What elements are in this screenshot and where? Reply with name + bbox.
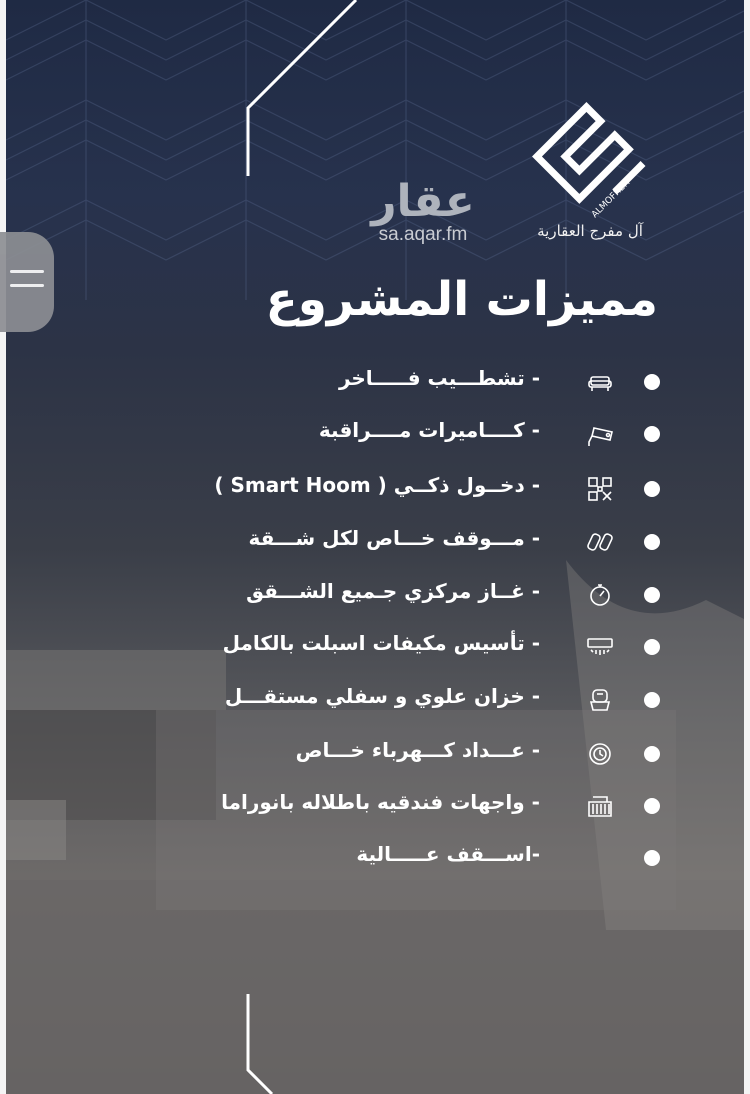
watermark-url: sa.aqar.fm	[378, 224, 468, 245]
right-margin	[744, 0, 750, 1094]
feature-item	[214, 467, 680, 511]
hamburger-icon-line	[10, 284, 44, 287]
company-name: آل مفرج العقارية	[537, 222, 643, 240]
bullet-icon	[644, 587, 660, 603]
left-margin	[0, 0, 6, 1094]
water-tank-icon	[586, 686, 614, 714]
bullet-icon	[644, 481, 660, 497]
feature-item	[220, 412, 680, 456]
feature-label: - دخــول ذكــي ( Smart Hoom )	[214, 473, 540, 497]
feature-label: - مـــوقف خـــاص لكل شـــقة	[248, 526, 540, 550]
logo-latin-text: ALMOFREH	[590, 177, 633, 221]
feature-item	[220, 732, 680, 776]
feature-item	[220, 520, 680, 564]
bullet-icon	[644, 798, 660, 814]
qr-code-icon	[586, 475, 614, 503]
ac-unit-icon	[586, 633, 614, 661]
side-menu-button[interactable]	[0, 232, 54, 332]
feature-item	[220, 625, 680, 669]
feature-label: - خزان علوي و سفلي مستقـــل	[224, 684, 540, 708]
building-facade-icon	[586, 792, 614, 820]
bullet-icon	[644, 426, 660, 442]
gas-gauge-icon	[586, 581, 614, 609]
feature-label: - واجهات فندقيه باطلاله بانوراما	[221, 790, 540, 814]
camera-icon	[586, 420, 614, 448]
electric-meter-icon	[586, 740, 614, 768]
bullet-icon	[644, 534, 660, 550]
bullet-icon	[644, 692, 660, 708]
bullet-icon	[644, 746, 660, 762]
feature-item	[220, 573, 680, 617]
bullet-icon	[644, 639, 660, 655]
watermark-word: عقار	[371, 176, 475, 227]
feature-label: - تأسيس مكيفات اسبلت بالكامل	[222, 631, 540, 655]
feature-item	[220, 784, 680, 828]
hamburger-icon	[10, 270, 44, 273]
feature-item	[220, 678, 680, 722]
feature-label: -اســـقف عـــــالية	[356, 842, 540, 866]
feature-label: - تشطـــيب فـــــاخر	[338, 366, 540, 390]
feature-label: - غــاز مركزي جـميع الشـــقق	[246, 579, 540, 603]
bullet-icon	[644, 374, 660, 390]
aqar-watermark	[358, 178, 488, 246]
parking-icon	[586, 528, 614, 556]
feature-item	[220, 836, 680, 880]
sofa-icon	[586, 368, 614, 396]
feature-label: - كــــاميرات مــــراقبة	[318, 418, 540, 442]
page-title: مميزات المشروع	[265, 272, 658, 327]
feature-item	[220, 360, 680, 404]
bullet-icon	[644, 850, 660, 866]
feature-label: - عـــداد كـــهرباء خـــاص	[295, 738, 540, 762]
